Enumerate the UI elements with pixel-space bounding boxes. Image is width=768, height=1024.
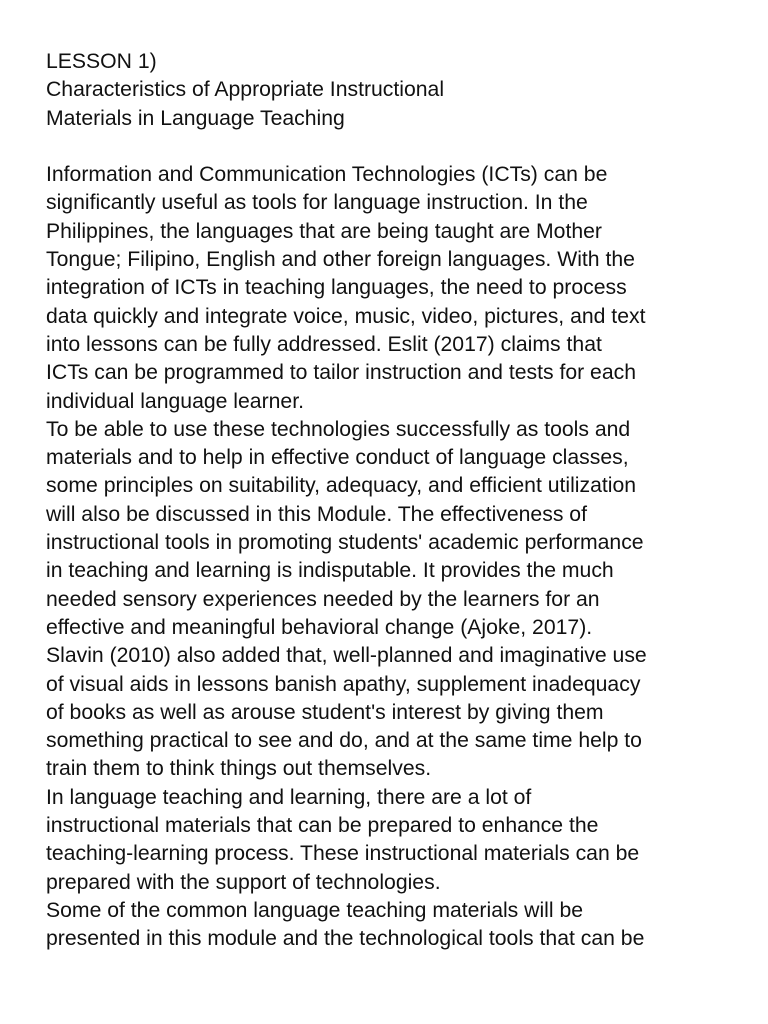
body-line: instructional tools in promoting students' academic performance [46,531,644,555]
body-line: individual language learner. [46,389,304,413]
body-line: train them to think things out themselves. [46,757,432,781]
body-line: ICTs can be programmed to tailor instruction and tests for each [46,361,637,385]
body-line: instructional materials that can be prepared to enhance the [46,814,599,838]
body-line: data quickly and integrate voice, music, video, pictures, and text [46,304,646,328]
body-line: significantly useful as tools for language instruction. In the [46,191,588,215]
body-line: into lessons can be fully addressed. Eslit (2017) claims that [46,332,602,356]
body-line: Tongue; Filipino, English and other foreign languages. With the [46,248,635,272]
body-line: in teaching and learning is indisputable. It provides the much [46,559,614,583]
body-line: Information and Communication Technologies (ICTs) can be [46,163,608,187]
lesson-number: LESSON 1) [46,50,157,73]
body-line: Some of the common language teaching materials will be [46,898,584,922]
body-line: prepared with the support of technologies. [46,870,441,894]
body-line: teaching-learning process. These instructional materials can be [46,842,640,866]
body-line: will also be discussed in this Module. The effectiveness of [46,502,587,526]
document-page [46,48,746,954]
body-line: materials and to help in effective conduct of language classes, [46,446,629,470]
body-line: integration of ICTs in teaching languages, the need to process [46,276,627,300]
body-line: presented in this module and the technological tools that can be [46,927,645,951]
lesson-title-line-1: Characteristics of Appropriate Instructional [46,78,445,102]
body-line: Slavin (2010) also added that, well-planned and imaginative use [46,644,647,668]
body-text [46,161,746,953]
body-line: Philippines, the languages that are being taught are Mother [46,219,602,243]
body-line: some principles on suitability, adequacy, and efficient utilization [46,474,637,498]
body-line: In language teaching and learning, there are a lot of [46,785,532,809]
body-line: effective and meaningful behavioral change (Ajoke, 2017). [46,615,593,639]
body-line: something practical to see and do, and at the same time help to [46,729,642,753]
body-line: of books as well as arouse student's interest by giving them [46,700,604,724]
body-line: of visual aids in lessons banish apathy, supplement inadequacy [46,672,641,696]
lesson-title-line-2: Materials in Language Teaching [46,106,345,130]
paragraph-gap [46,133,746,161]
body-line: needed sensory experiences needed by the learners for an [46,587,600,611]
body-line: To be able to use these technologies successfully as tools and [46,417,631,441]
